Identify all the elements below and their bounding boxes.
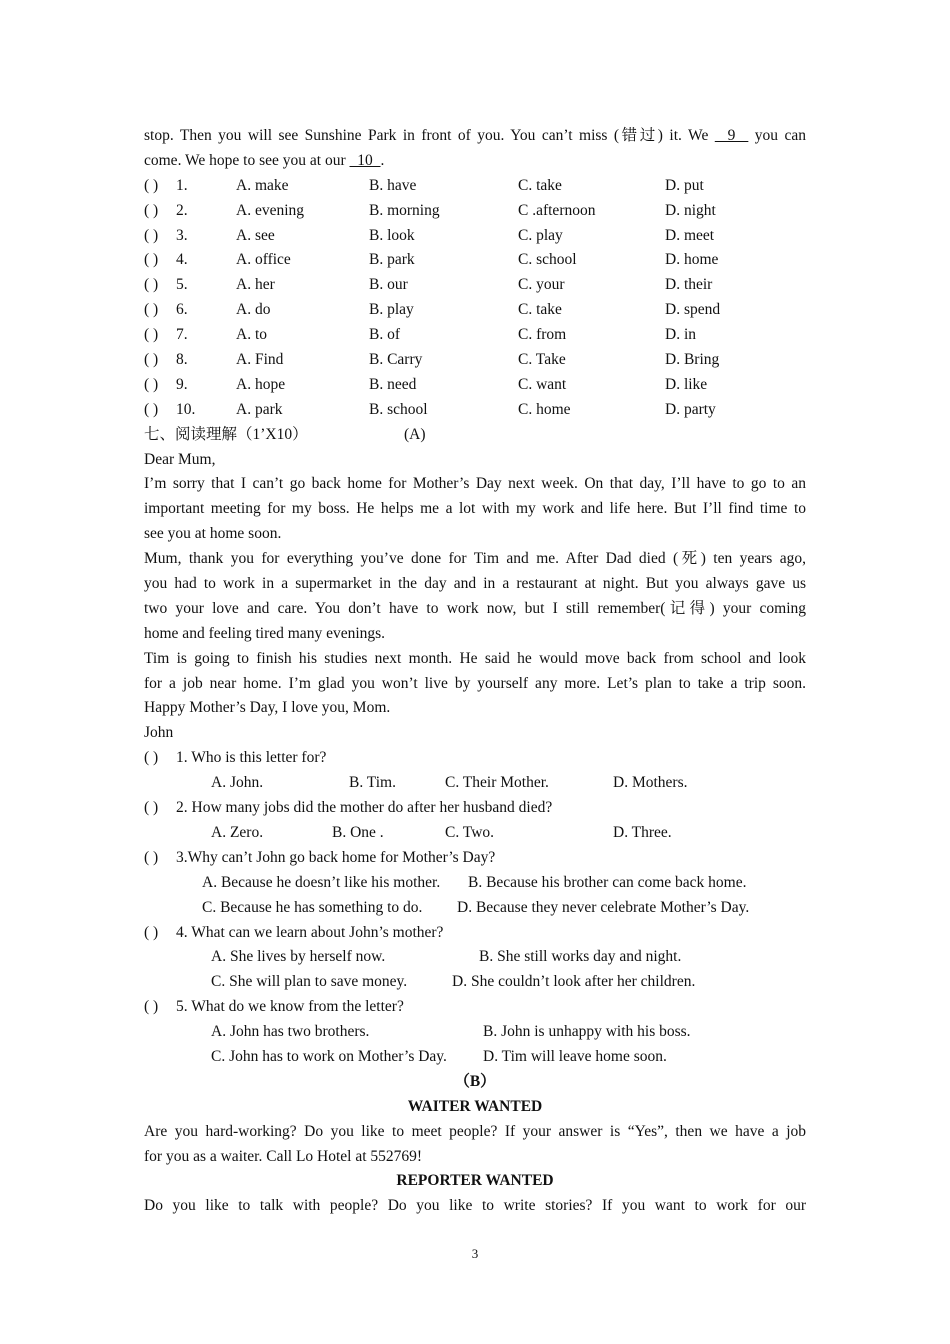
option-d: D. in bbox=[665, 326, 696, 344]
letter-signature: John bbox=[144, 724, 174, 742]
item-number: 7. bbox=[176, 326, 188, 344]
letter-line: I’m sorry that I can’t go back home for Mother’s Day next week. On that day, I’ll have to go to an bbox=[144, 475, 806, 493]
cloze-item-row bbox=[144, 398, 806, 423]
question-1-options bbox=[144, 771, 806, 796]
question-4-options-row1 bbox=[144, 945, 806, 970]
option-d: D. Mothers. bbox=[613, 774, 688, 792]
question-stem: 2. How many jobs did the mother do after her husband died? bbox=[176, 799, 553, 817]
option-d: D. spend bbox=[665, 301, 721, 319]
question-stem: 3.Why can’t John go back home for Mother’s Day? bbox=[176, 848, 496, 866]
question-stem: 1. Who is this letter for? bbox=[176, 749, 327, 767]
option-c: C. take bbox=[518, 176, 562, 194]
letter-line: you had to work in a supermarket in the day and in a restaurant at night. But you always gave us bbox=[144, 575, 806, 593]
part-label: (A) bbox=[404, 425, 426, 443]
answer-bracket[interactable]: ( ) bbox=[144, 276, 159, 294]
letter-greeting: Dear Mum, bbox=[144, 450, 216, 468]
option-a: A. She lives by herself now. bbox=[211, 948, 386, 966]
option-c: C. John has to work on Mother’s Day. bbox=[211, 1047, 447, 1065]
option-b: B. Carry bbox=[369, 351, 423, 369]
option-b: B. Because his brother can come back home. bbox=[468, 873, 747, 891]
part-b-label: （B） bbox=[454, 1072, 496, 1090]
blank-10: 10 bbox=[349, 151, 381, 169]
item-number: 8. bbox=[176, 351, 188, 369]
question-stem: 5. What do we know from the letter? bbox=[176, 998, 404, 1016]
item-number: 5. bbox=[176, 276, 188, 294]
option-d: D. Because they never celebrate Mother’s Day. bbox=[457, 898, 750, 916]
option-a: A. office bbox=[236, 251, 291, 269]
letter-line: Tim is going to finish his studies next month. He said he would move back from school and look bbox=[144, 649, 806, 667]
option-a: A. Because he doesn’t like his mother. bbox=[202, 873, 441, 891]
option-a: A. Find bbox=[236, 351, 284, 369]
cloze-text: come. We hope to see you at our bbox=[144, 151, 350, 169]
answer-bracket[interactable]: ( ) bbox=[144, 998, 159, 1016]
option-c: C. school bbox=[518, 251, 577, 269]
cloze-item-row bbox=[144, 174, 806, 199]
answer-bracket[interactable]: ( ) bbox=[144, 251, 159, 269]
option-b: B. look bbox=[369, 226, 415, 244]
option-b: B. need bbox=[369, 375, 417, 393]
page-number: 3 bbox=[471, 1246, 479, 1261]
letter-line: see you at home soon. bbox=[144, 525, 282, 543]
option-c: C. play bbox=[518, 226, 563, 244]
question-5 bbox=[144, 995, 806, 1020]
option-b: B. One . bbox=[332, 823, 384, 841]
option-b: B. school bbox=[369, 400, 428, 418]
blank-9: 9 bbox=[714, 127, 749, 144]
option-b: B. morning bbox=[369, 201, 440, 219]
question-3-options-row2 bbox=[144, 896, 806, 921]
option-c: C. your bbox=[518, 276, 565, 294]
cloze-text: . bbox=[380, 151, 385, 169]
option-d: D. put bbox=[665, 176, 704, 194]
item-number: 3. bbox=[176, 226, 188, 244]
answer-bracket[interactable]: ( ) bbox=[144, 301, 159, 319]
cloze-line-2 bbox=[144, 149, 806, 174]
cloze-item-row bbox=[144, 373, 806, 398]
option-b: B. our bbox=[369, 276, 408, 294]
letter-line: Happy Mother’s Day, I love you, Mom. bbox=[144, 699, 391, 717]
option-b: B. She still works day and night. bbox=[479, 948, 682, 966]
answer-bracket[interactable]: ( ) bbox=[144, 848, 159, 866]
option-c: C. She will plan to save money. bbox=[211, 973, 408, 991]
cloze-text: you can bbox=[748, 127, 807, 144]
question-stem: 4. What can we learn about John’s mother? bbox=[176, 923, 444, 941]
option-a: A. do bbox=[236, 301, 271, 319]
item-number: 6. bbox=[176, 301, 188, 319]
cloze-text: stop. Then you will see Sunshine Park in front of you. You can’t miss (错过) it. We bbox=[144, 127, 715, 144]
section-title: 七、阅读理解（1’X10） bbox=[144, 425, 308, 443]
option-c: C .afternoon bbox=[518, 201, 596, 219]
option-c: C. Take bbox=[518, 351, 566, 369]
option-a: A. John. bbox=[211, 774, 264, 792]
answer-bracket[interactable]: ( ) bbox=[144, 923, 159, 941]
option-d: D. Tim will leave home soon. bbox=[483, 1047, 667, 1065]
cloze-item-row bbox=[144, 273, 806, 298]
answer-bracket[interactable]: ( ) bbox=[144, 326, 159, 344]
ad-title-waiter: WAITER WANTED bbox=[407, 1097, 543, 1115]
option-a: A. hope bbox=[236, 375, 286, 393]
question-4-options-row2 bbox=[144, 970, 806, 995]
document-page bbox=[144, 124, 806, 1219]
option-d: D. Bring bbox=[665, 351, 720, 369]
option-a: A. see bbox=[236, 226, 275, 244]
option-a: A. her bbox=[236, 276, 275, 294]
option-a: A. make bbox=[236, 176, 289, 194]
answer-bracket[interactable]: ( ) bbox=[144, 400, 159, 418]
question-2 bbox=[144, 796, 806, 821]
question-5-options-row1 bbox=[144, 1020, 806, 1045]
ad-title-reporter: REPORTER WANTED bbox=[396, 1172, 554, 1190]
option-a: A. park bbox=[236, 400, 283, 418]
letter-line: important meeting for my boss. He helps me a lot with my work and life here. But I’ll find time to bbox=[144, 500, 806, 518]
cloze-item-row bbox=[144, 348, 806, 373]
option-d: D. party bbox=[665, 400, 716, 418]
letter-line: for a job near home. I’m glad you won’t live by yourself any more. Let’s plan to take a trip soon. bbox=[144, 674, 806, 692]
option-a: A. to bbox=[236, 326, 267, 344]
option-c: C. Because he has something to do. bbox=[202, 898, 423, 916]
answer-bracket[interactable]: ( ) bbox=[144, 226, 159, 244]
option-a: A. Zero. bbox=[211, 823, 264, 841]
question-4 bbox=[144, 921, 806, 946]
option-c: C. home bbox=[518, 400, 571, 418]
answer-bracket[interactable]: ( ) bbox=[144, 201, 159, 219]
option-c: C. Their Mother. bbox=[445, 774, 549, 792]
answer-bracket[interactable]: ( ) bbox=[144, 749, 159, 767]
cloze-item-row bbox=[144, 224, 806, 249]
cloze-item-row bbox=[144, 199, 806, 224]
question-1 bbox=[144, 746, 806, 771]
option-d: D. like bbox=[665, 375, 708, 393]
option-b: B. John is unhappy with his boss. bbox=[483, 1023, 691, 1041]
ad-text: Are you hard-working? Do you like to meet people? If your answer is “Yes”, then we have a job bbox=[144, 1122, 806, 1140]
item-number: 1. bbox=[176, 176, 188, 194]
option-c: C. want bbox=[518, 375, 567, 393]
item-number: 2. bbox=[176, 201, 188, 219]
option-c: C. take bbox=[518, 301, 562, 319]
option-d: D. their bbox=[665, 276, 713, 294]
cloze-item-row bbox=[144, 298, 806, 323]
cloze-item-row bbox=[144, 323, 806, 348]
option-c: C. Two. bbox=[445, 823, 495, 841]
letter-line: Mum, thank you for everything you’ve done for Tim and me. After Dad died (死) ten years ago, bbox=[144, 550, 806, 568]
question-2-options bbox=[144, 821, 806, 846]
answer-bracket[interactable]: ( ) bbox=[144, 375, 159, 393]
cloze-item-row bbox=[144, 248, 806, 273]
option-b: B. play bbox=[369, 301, 414, 319]
option-d: D. meet bbox=[665, 226, 715, 244]
option-d: D. night bbox=[665, 201, 716, 219]
ad-text: Do you like to talk with people? Do you like to write stories? If you want to work for our bbox=[144, 1197, 806, 1215]
option-b: B. of bbox=[369, 326, 400, 344]
item-number: 4. bbox=[176, 251, 188, 269]
cloze-options-list bbox=[144, 174, 806, 423]
option-a: A. John has two brothers. bbox=[211, 1023, 370, 1041]
item-number: 9. bbox=[176, 375, 188, 393]
answer-bracket[interactable]: ( ) bbox=[144, 176, 159, 194]
option-d: D. home bbox=[665, 251, 719, 269]
option-d: D. Three. bbox=[613, 823, 672, 841]
question-5-options-row2 bbox=[144, 1045, 806, 1070]
ad-text: for you as a waiter. Call Lo Hotel at 552769! bbox=[144, 1147, 423, 1165]
option-c: C. from bbox=[518, 326, 567, 344]
letter-line: two your love and care. You don’t have to work now, but I still remember(记得) your coming bbox=[144, 599, 806, 617]
answer-bracket[interactable]: ( ) bbox=[144, 351, 159, 369]
option-a: A. evening bbox=[236, 201, 305, 219]
cloze-line-1 bbox=[144, 124, 806, 149]
answer-bracket[interactable]: ( ) bbox=[144, 799, 159, 817]
option-b: B. Tim. bbox=[349, 774, 396, 792]
item-number: 10. bbox=[176, 400, 196, 418]
question-3 bbox=[144, 846, 806, 871]
option-d: D. She couldn’t look after her children. bbox=[452, 973, 696, 991]
section-7-heading bbox=[144, 423, 806, 448]
letter-line: home and feeling tired many evenings. bbox=[144, 624, 386, 642]
option-b: B. have bbox=[369, 176, 417, 194]
option-b: B. park bbox=[369, 251, 415, 269]
question-3-options-row1 bbox=[144, 871, 806, 896]
